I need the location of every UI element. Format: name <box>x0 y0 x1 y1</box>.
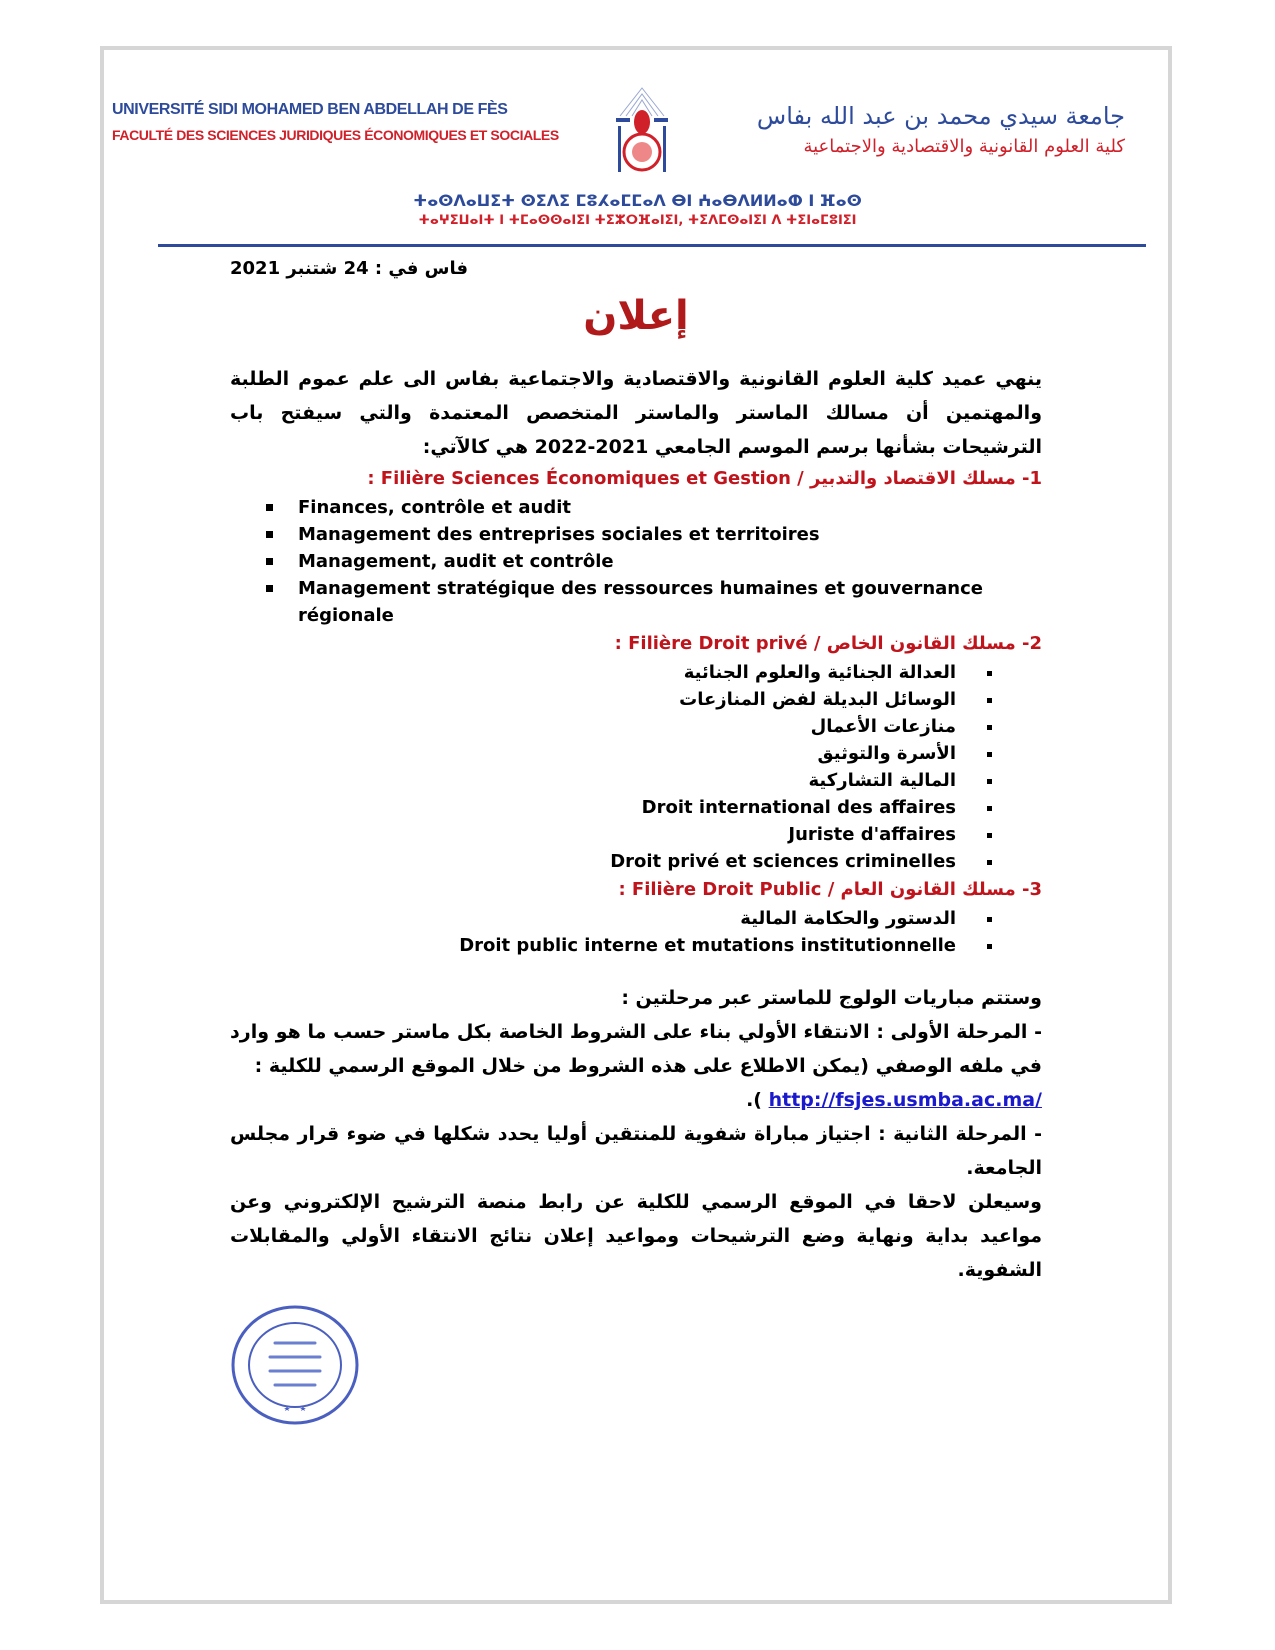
list-item: Droit public interne et mutations institutionnelle <box>230 932 992 959</box>
list-item: المالية التشاركية <box>230 767 992 794</box>
list-item: Management des entreprises sociales et territoires <box>266 521 1042 548</box>
list-item: العدالة الجنائية والعلوم الجنائية <box>230 659 992 686</box>
university-name-tif: ⵜⴰⵙⴷⴰⵡⵉⵜ ⵙⵉⴷⵉ ⵎⵓⵃⴰⵎⵎⴰⴷ ⴱⵏ ⵄⴰⴱⴷⵍⵍⴰⵀ ⵏ ⴼⴰⵙ <box>413 191 862 210</box>
official-stamp <box>230 1303 360 1427</box>
document-body <box>230 256 1042 1427</box>
header-tifinagh <box>0 190 1275 230</box>
stage-one-paragraph <box>230 1015 1042 1117</box>
header-divider <box>158 244 1146 247</box>
list-item: Management, audit et contrôle <box>266 548 1042 575</box>
closing-paragraph: وسيعلن لاحقا في الموقع الرسمي للكلية عن رابط منصة الترشيح الإلكتروني وعن مواعيد بداية ونهاية وضع الترشيحات ومواعيد إعلان نتائج الانتقاء الأولي والمقابلات الشفوية. <box>230 1191 1042 1281</box>
stage-one-text: - المرحلة الأولى : الانتقاء الأولي بناء على الشروط الخاصة بكل ماستر حسب ما هو وارد في ملفه الوصفي (يمكن الاطلاع على هذه الشروط من خلال الموقع الرسمي للكلية : <box>230 1021 1042 1077</box>
list-item: الوسائل البديلة لفض المنازعات <box>230 686 992 713</box>
list-item: الأسرة والتوثيق <box>230 740 992 767</box>
stage-one-link-line <box>746 1089 1042 1111</box>
list-item: منازعات الأعمال <box>230 713 992 740</box>
section-heading-2: 2- مسلك القانون الخاص / Filière Droit privé : <box>614 633 1042 654</box>
list-item: Juriste d'affaires <box>230 821 992 848</box>
closing-paren: ). <box>746 1089 769 1111</box>
header-arabic <box>685 100 1125 160</box>
list-item: Droit privé et sciences criminelles <box>230 848 992 875</box>
faculty-name-tif: ⵜⴰⵖⵉⵡⴰⵏⵜ ⵏ ⵜⵎⴰⵙⵙⴰⵏⵉⵏ ⵜⵉⵣⵔⴼⴰⵏⵉⵏ, ⵜⵉⴷⵎⵙⴰⵏⵉⵏ ⴷ ⵜⵉⵏⴰⵎⵓⵏⵉⵏ <box>418 213 857 228</box>
list-item: Droit international des affaires <box>230 794 992 821</box>
stage-two-paragraph: - المرحلة الثانية : اجتياز مباراة شفوية للمنتقين أوليا يحدد شكلها في ضوء قرار مجلس الجامعة. <box>230 1123 1042 1179</box>
faculty-name-ar: كلية العلوم القانونية والاقتصادية والاجتماعية <box>803 136 1125 157</box>
document-title: إعلان <box>583 293 689 339</box>
university-name-fr: UNIVERSITÉ SIDI MOHAMED BEN ABDELLAH DE FÈS <box>112 101 508 118</box>
section-1-list <box>266 494 1042 629</box>
university-logo <box>612 86 672 178</box>
faculty-name-fr: FACULTÉ DES SCIENCES JURIDIQUES ÉCONOMIQUES ET SOCIALES <box>112 127 559 143</box>
intro-paragraph: ينهي عميد كلية العلوم القانونية والاقتصادية والاجتماعية بفاس الى علم عموم الطلبة والمهتمين أن مسالك الماستر والماستر المتخصص المعتمدة والتي سيفتح باب الترشيحات بشأنها برسم الموسم الجامعي 2021-2022 هي كالآتي: <box>230 368 1042 458</box>
section-heading-1: 1- مسلك الاقتصاد والتدبير / Filière Sciences Économiques et Gestion : <box>367 468 1042 489</box>
university-name-ar: جامعة سيدي محمد بن عبد الله بفاس <box>756 102 1125 130</box>
spacer <box>230 959 1042 981</box>
section-3-list <box>230 905 992 959</box>
list-item: Finances, contrôle et audit <box>266 494 1042 521</box>
document-date: فاس في : 24 شتنبر 2021 <box>230 258 469 279</box>
header-french <box>112 100 602 144</box>
section-2-list <box>230 659 992 875</box>
list-item: الدستور والحكامة المالية <box>230 905 992 932</box>
section-heading-3: 3- مسلك القانون العام / Filière Droit Public : <box>618 879 1042 900</box>
stages-intro: وستتم مباريات الولوج للماستر عبر مرحلتين : <box>621 987 1042 1009</box>
list-item: Management stratégique des ressources humaines et gouvernance régionale <box>266 575 1042 629</box>
faculty-website-link[interactable]: http://fsjes.usmba.ac.ma/ <box>768 1089 1042 1111</box>
